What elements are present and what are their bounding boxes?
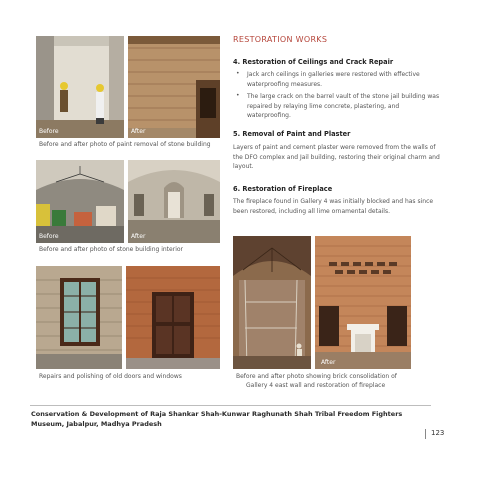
photo-interior-after xyxy=(128,160,220,243)
footer-divider xyxy=(30,405,431,406)
footer-title-line2: Museum, Jabalpur, Madhya Pradesh xyxy=(31,420,162,428)
bullet-marker: • xyxy=(236,92,240,99)
page-number-divider xyxy=(425,429,426,439)
heading-ceilings-crack: 4. Restoration of Ceilings and Crack Repair xyxy=(233,58,394,66)
photo-interior-before xyxy=(36,160,124,243)
para-fireplace: The fireplace found in Gallery 4 was initially blocked and has since been restored, including all lime ornamental details. xyxy=(233,198,434,215)
photo-fireplace-after xyxy=(315,236,411,369)
photo-paint-removal-after xyxy=(128,36,220,138)
photo-door-restored xyxy=(126,266,220,369)
after-label: After xyxy=(131,128,146,135)
photo-window-restored xyxy=(36,266,122,369)
after-label: After xyxy=(321,359,336,366)
after-label: After xyxy=(131,233,146,240)
para-paint-removal: Layers of paint and cement plaster were removed from the walls of the DFO complex and Jail building, restoring their original charm and layout. xyxy=(233,144,440,170)
bullet-crack-repair: The large crack on the barrel vault of the stone jail building was repaired by relaying lime concrete, plastering, and waterproofing. xyxy=(247,93,440,119)
section-title: RESTORATION WORKS xyxy=(233,35,328,44)
photo-gallery-wall-before xyxy=(233,236,311,369)
before-label: Before xyxy=(39,128,59,135)
caption-fireplace-line2: Gallery 4 east wall and restoration of fireplace xyxy=(246,382,386,389)
photo-paint-removal-before xyxy=(36,36,124,138)
caption-interior: Before and after photo of stone building interior xyxy=(39,246,183,253)
heading-paint-removal: 5. Removal of Paint and Plaster xyxy=(233,130,351,138)
page-number: 123 xyxy=(431,429,445,437)
caption-doors-windows: Repairs and polishing of old doors and windows xyxy=(39,373,182,380)
footer-title-line1: Conservation & Development of Raja Shankar Shah-Kunwar Raghunath Shah Tribal Freedom Fighters xyxy=(31,410,403,418)
caption-paint-removal: Before and after photo of paint removal of stone building xyxy=(39,141,211,148)
before-label: Before xyxy=(39,233,59,240)
bullet-marker: • xyxy=(236,70,240,77)
caption-fireplace-line1: Before and after photo showing brick consolidation of xyxy=(236,373,397,380)
bullet-jack-arch: Jack arch ceilings in galleries were restored with effective waterproofing measures. xyxy=(247,71,420,88)
heading-fireplace: 6. Restoration of Fireplace xyxy=(233,185,333,193)
